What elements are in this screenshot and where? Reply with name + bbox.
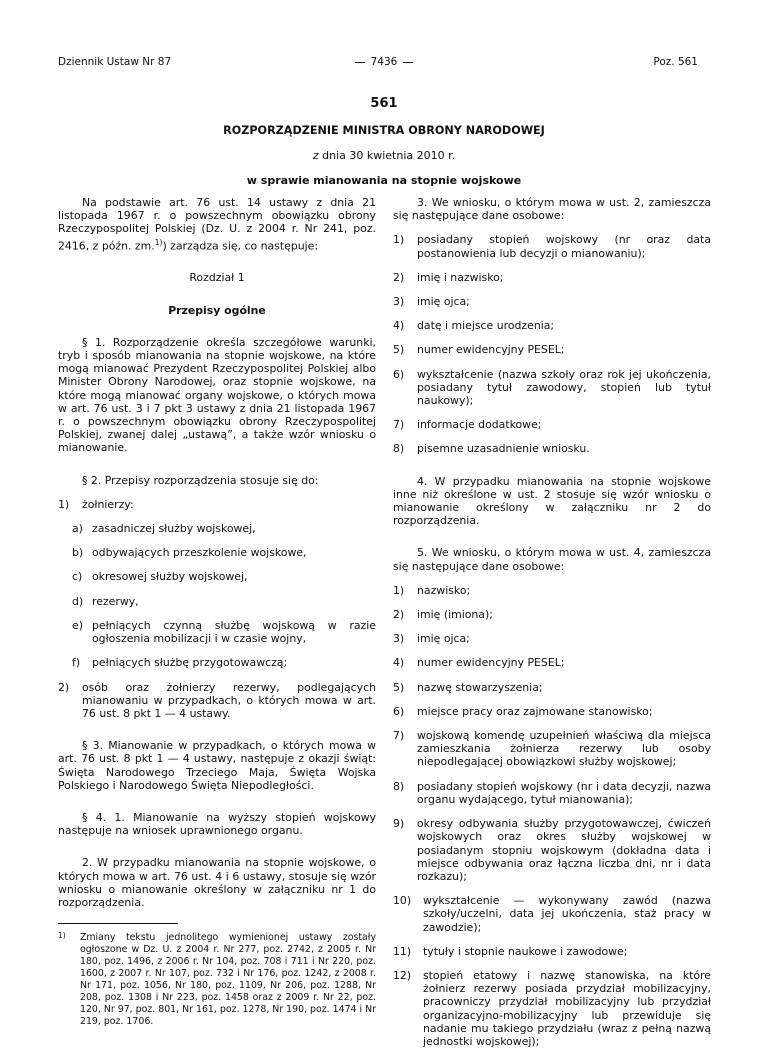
right-column — [393, 196, 711, 1048]
list-item: f) pełniących służbę przygotowawczą; — [72, 656, 288, 670]
list-item: e) pełniących czynną służbę wojskową w razie ogłoszenia mobilizacji i w czasie wojny, — [72, 618, 376, 646]
list-item: 3) imię ojca; — [393, 632, 470, 646]
list-item: 2) osób oraz żołnierzy rezerwy, podlegających mianowaniu w przypadkach, o których mowa w art. 76 ust. 8 pkt 1 — 4 ustawy. — [58, 680, 376, 720]
list-item: d) rezerwy, — [72, 594, 139, 608]
act-subject: w sprawie mianowania na stopnie wojskowe — [246, 174, 522, 187]
act-date: z dnia 30 kwietnia 2010 r. — [312, 149, 456, 162]
list-item: 4) datę i miejsce urodzenia; — [393, 319, 555, 333]
list-item: 7) wojskową komendę uzupełnień właściwą dla miejsca zamieszkania żołnierza rezerwy lub osoby niepodlegającej obowiązkowi służby wojskowej; — [393, 729, 711, 769]
section-4-1: § 4. 1. Mianowanie na wyższy stopień wojskowy następuje na wniosek uprawnionego organu. — [58, 810, 376, 838]
chapter-title: Przepisy ogólne — [168, 303, 266, 317]
act-title: ROZPORZĄDZENIE MINISTRA OBRONY NARODOWEJ — [223, 124, 545, 137]
title-block — [0, 96, 768, 187]
section-2: § 2. Przepisy rozporządzenia stosuje się do: — [82, 473, 319, 487]
list-item: 11) tytuły i stopnie naukowe i zawodowe; — [393, 944, 628, 958]
paragraph-5: 5. We wniosku, o którym mowa w ust. 4, zamieszcza się następujące dane osobowe: — [393, 546, 711, 573]
paragraph-3: 3. We wniosku, o którym mowa w ust. 2, zamieszcza się następujące dane osobowe: — [393, 196, 711, 223]
journal-name: Dziennik Ustaw Nr 87 — [58, 56, 172, 68]
list-item: 8) posiadany stopień wojskowy (nr i data decyzji, nazwa organu wydającego, tytuł mianowania); — [393, 779, 711, 806]
footnote-divider — [58, 923, 178, 924]
list-item: 7) informacje dodatkowe; — [393, 418, 542, 432]
list-item: 2) imię i nazwisko; — [393, 270, 504, 284]
list-item: 1) nazwisko; — [393, 583, 471, 597]
list-item: 4) numer ewidencyjny PESEL; — [393, 656, 565, 670]
section-3: § 3. Mianowanie w przypadkach, o których mowa w art. 76 ust. 8 pkt 1 — 4 ustawy, następuje z okazji świąt: Święta Narodowego Trzeciego Maja, Święta Wojska Polskiego i Narodowego Święta Niepodległości. — [58, 739, 376, 792]
chapter-heading: Rozdział 1 — [189, 271, 245, 285]
list-item: 5) nazwę stowarzyszenia; — [393, 680, 543, 694]
list-item: 10) wykształcenie — wykonywany zawód (nazwa szkoły/uczelni, data jej ukończenia, staż pracy w zawodzie); — [393, 894, 711, 934]
act-number: 561 — [370, 96, 398, 111]
running-header — [0, 56, 768, 72]
list-item: 8) pisemne uzasadnienie wniosku. — [393, 442, 590, 456]
list-item: 6) miejsce pracy oraz zajmowane stanowisko; — [393, 704, 653, 718]
list-item: 9) okresy odbywania służby przygotowawczej, ćwiczeń wojskowych oraz okres służby wojskowej w posiadanym stopniu wojskowym (dokładna data i miejsce odbywania oraz łączna liczba dni, nr i data rozkazu); — [393, 817, 711, 883]
list-item: 1) żołnierzy: — [58, 497, 134, 511]
list-item: 2) imię (imiona); — [393, 608, 493, 622]
footnote: 1) Zmiany tekstu jednolitego wymienionej ustawy zostały ogłoszone w Dz. U. z 2004 r. Nr 277, poz. 2742, z 2005 r. Nr 180, poz. 1496, z 2006 r. Nr 104, poz. 708 i 711 i Nr 220, poz. 1600, z 2007 r. Nr 107, poz. 732 i Nr 176, poz. 1242, z 2008 r. Nr 171, poz. 1056, Nr 180, poz. 1109, Nr 206, poz. 1288, Nr 208, poz. 1308 i Nr 223, poz. 1458 oraz z 2009 r. Nr 22, poz. 120, Nr 97, poz. 801, Nr 161, poz. 1278, Nr 190, poz. 1474 i Nr 219, poz. 1706. — [58, 931, 376, 1028]
list-item: a) zasadniczej służby wojskowej, — [72, 522, 256, 536]
paragraph-4: 4. W przypadku mianowania na stopnie wojskowe inne niż określone w ust. 2 stosuje się wzór wniosku o mianowanie określony w załączniku nr 2 do rozporządzenia. — [393, 474, 711, 528]
footnote-ref: 1) — [154, 237, 163, 247]
left-column — [58, 196, 376, 1028]
list-item: c) okresowej służby wojskowej, — [72, 570, 248, 584]
preamble: Na podstawie art. 76 ust. 14 ustawy z dnia 21 listopada 1967 r. o powszechnym obowiązku obrony Rzeczypospolitej Polskiej (Dz. U. z 2004 r. Nr 241, poz. 2416, z późn. zm.$^{1)}$) zarządza się, co następuje: — [58, 196, 376, 253]
page-number: 7436 — [0, 56, 768, 68]
list-item: 3) imię ojca; — [393, 295, 470, 309]
list-item: 12) stopień etatowy i nazwę stanowiska, na które żołnierz rezerwy posiada przydział mobilizacyjny, pracowniczy przydział mobilizacyjny lub przydział organizacyjno-mobilizacyjny lub przewiduje się nadanie mu takiego przydziału (wraz z pełną nazwą jednostki wojskowej); — [393, 968, 711, 1048]
section-4-2: 2. W przypadku mianowania na stopnie wojskowe, o których mowa w art. 76 ust. 4 i 6 ustawy, stosuje się wzór wniosku o mianowanie określony w załączniku nr 1 do rozporządzenia. — [58, 856, 376, 909]
list-item: 5) numer ewidencyjny PESEL; — [393, 343, 565, 357]
list-item: 6) wykształcenie (nazwa szkoły oraz rok jej ukończenia, posiadany tytuł zawodowy, stopień lub tytuł naukowy); — [393, 367, 711, 408]
section-1: § 1. Rozporządzenie określa szczegółowe warunki, tryb i sposób mianowania na stopnie wojskowe, na które mogą mianować Prezydent Rzeczypospolitej Polskiej albo Minister Obrony Narodowej, oraz stopnie wojskowe, na które mogą mianować organy wojskowe, o których mowa w art. 76 ust. 3 i 7 pkt 3 ustawy z dnia 21 listopada 1967 r. o powszechnym obowiązku obrony Rzeczypospolitej Polskiej, zwanej dalej „ustawą”, a także wzór wniosku o mianowanie. — [58, 335, 376, 455]
list-item: b) odbywających przeszkolenie wojskowe, — [72, 546, 307, 560]
list-item: 1) posiadany stopień wojskowy (nr oraz data postanowienia lub decyzji o mianowaniu); — [393, 233, 711, 260]
position-number: Poz. 561 — [653, 56, 698, 68]
